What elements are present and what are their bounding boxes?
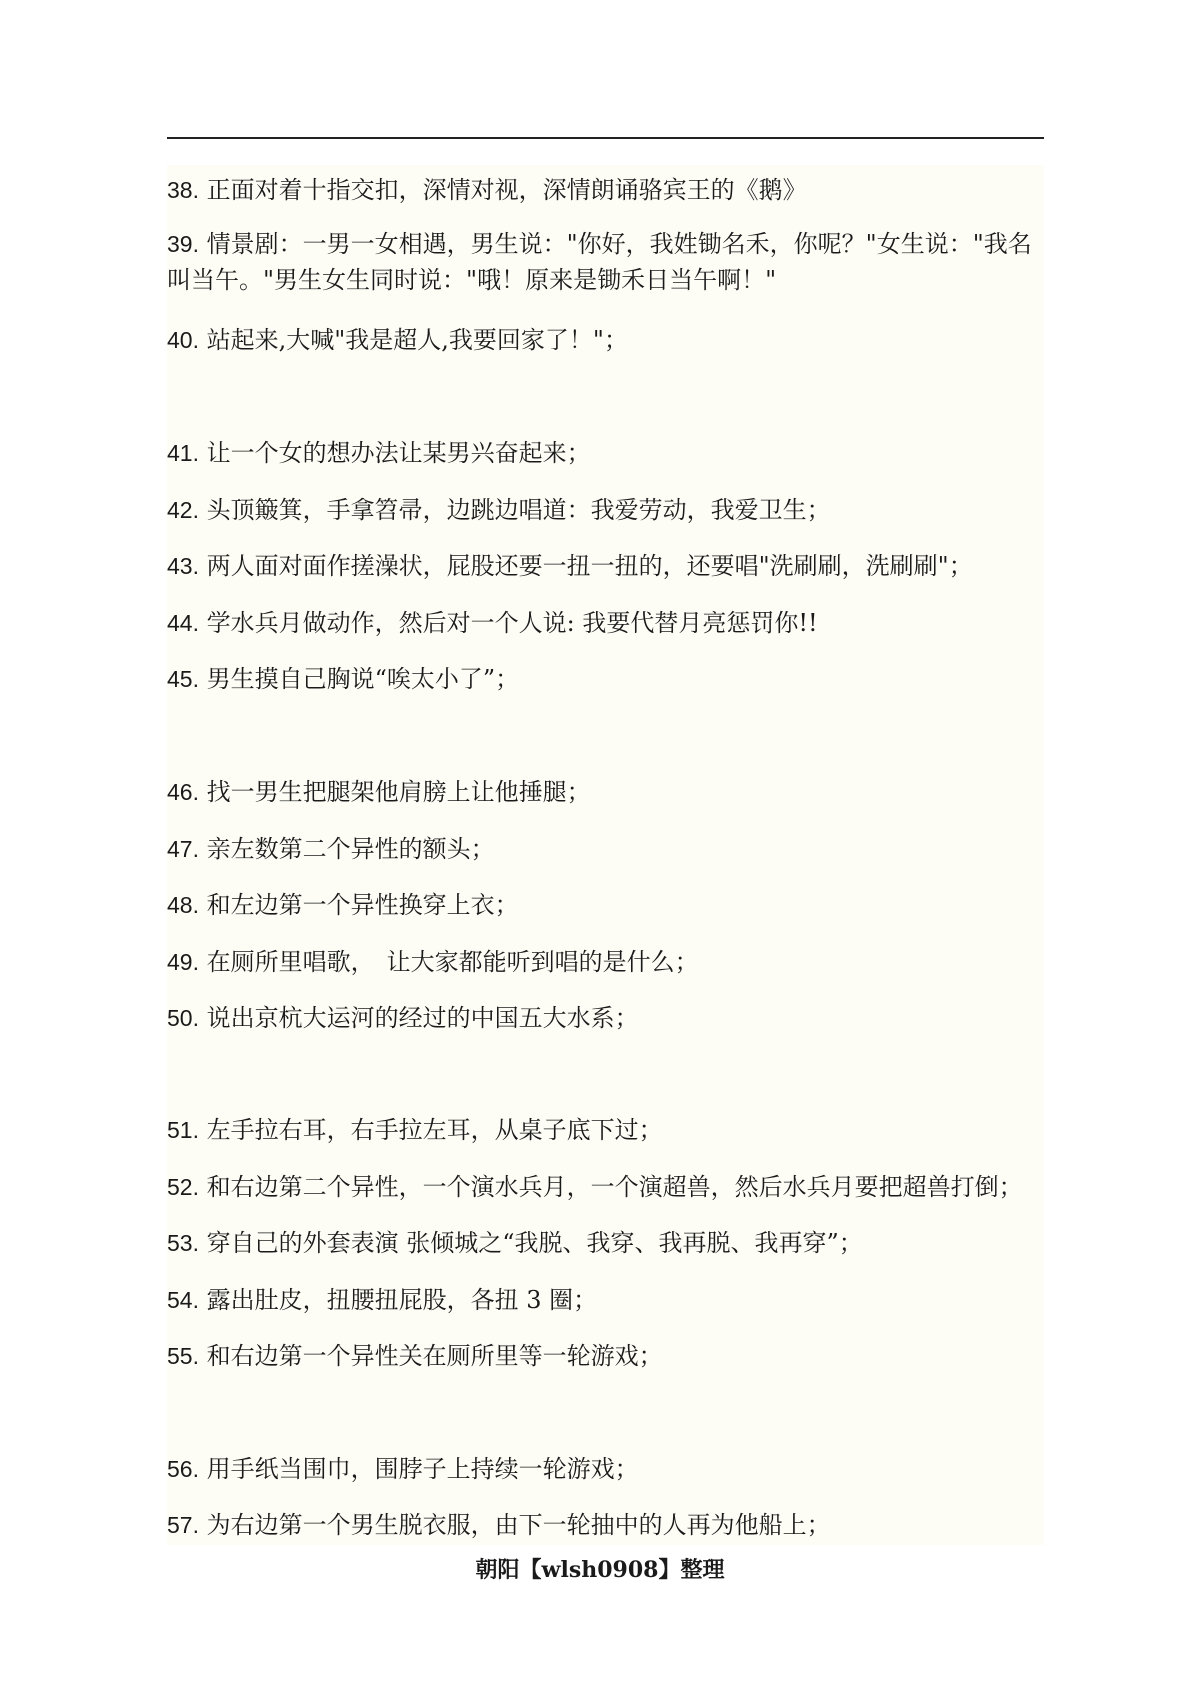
list-item bbox=[167, 661, 1044, 697]
item-number: 44. bbox=[167, 610, 199, 636]
list-item bbox=[167, 1169, 1044, 1205]
item-number: 51. bbox=[167, 1117, 199, 1143]
item-number: 40. bbox=[167, 327, 199, 353]
item-text: 用手纸当围巾，围脖子上持续一轮游戏； bbox=[206, 1455, 639, 1483]
item-text: 两人面对面作搓澡状，屁股还要一扭一扭的，还要唱"洗刷刷，洗刷刷"； bbox=[206, 552, 973, 580]
item-text: 正面对着十指交扣，深情对视，深情朗诵骆宾王的《鹅》 bbox=[206, 176, 807, 204]
list-item bbox=[167, 1000, 1044, 1036]
item-text: 找一男生把腿架他肩膀上让他捶腿； bbox=[206, 778, 591, 806]
item-number: 45. bbox=[167, 666, 199, 692]
list-item bbox=[167, 1451, 1044, 1487]
item-number: 43. bbox=[167, 553, 199, 579]
item-text: 情景剧：一男一女相遇，男生说："你好，我姓锄名禾，你呢？"女生说："我名叫当午。"男生女生同时说："哦！原来是锄禾日当午啊！" bbox=[167, 230, 1032, 294]
item-number: 57. bbox=[167, 1512, 199, 1538]
item-number: 55. bbox=[167, 1343, 199, 1369]
header-rule bbox=[167, 137, 1044, 139]
item-text: 站起来,大喊"我是超人,我要回家了！"； bbox=[206, 326, 628, 354]
list-item bbox=[167, 944, 1044, 980]
list-item bbox=[167, 1338, 1044, 1374]
item-number: 42. bbox=[167, 497, 199, 523]
list-item bbox=[167, 1225, 1044, 1261]
item-text: 和左边第一个异性换穿上衣； bbox=[206, 891, 519, 919]
item-text: 学水兵月做动作，然后对一个人说: 我要代替月亮惩罚你!! bbox=[206, 609, 818, 637]
item-text: 为右边第一个男生脱衣服，由下一轮抽中的人再为他船上； bbox=[206, 1511, 831, 1539]
item-text: 男生摸自己胸说“唉太小了”； bbox=[206, 665, 520, 693]
list-item bbox=[167, 605, 1044, 641]
item-number: 56. bbox=[167, 1456, 199, 1482]
item-text: 让一个女的想办法让某男兴奋起来； bbox=[206, 439, 591, 467]
item-number: 48. bbox=[167, 892, 199, 918]
footer-credit: 朝阳【wlsh0908】整理 bbox=[475, 1557, 725, 1583]
item-text: 左手拉右耳，右手拉左耳，从桌子底下过； bbox=[206, 1116, 663, 1144]
item-text: 和右边第一个异性关在厕所里等一轮游戏； bbox=[206, 1342, 663, 1370]
item-text: 说出京杭大运河的经过的中国五大水系； bbox=[206, 1004, 639, 1032]
item-number: 52. bbox=[167, 1174, 199, 1200]
list-item bbox=[167, 492, 1044, 528]
item-number: 54. bbox=[167, 1287, 199, 1313]
list-item bbox=[167, 774, 1044, 810]
list-item bbox=[167, 1112, 1044, 1148]
item-number: 38. bbox=[167, 177, 199, 203]
item-number: 47. bbox=[167, 836, 199, 862]
item-number: 50. bbox=[167, 1005, 199, 1031]
item-text: 头顶簸箕，手拿笤帚，边跳边唱道：我爱劳动，我爱卫生； bbox=[206, 496, 831, 524]
list-item bbox=[167, 226, 1044, 298]
list-item bbox=[167, 322, 1044, 358]
list-item bbox=[167, 435, 1044, 471]
item-number: 41. bbox=[167, 440, 199, 466]
item-text: 在厕所里唱歌， 让大家都能听到唱的是什么； bbox=[206, 948, 699, 976]
item-text: 亲左数第二个异性的额头； bbox=[206, 835, 495, 863]
item-text: 和右边第二个异性，一个演水兵月，一个演超兽，然后水兵月要把超兽打倒； bbox=[206, 1173, 1023, 1201]
item-number: 39. bbox=[167, 231, 199, 257]
item-number: 49. bbox=[167, 949, 199, 975]
list-item bbox=[167, 831, 1044, 867]
list-item bbox=[167, 1282, 1044, 1318]
list-item bbox=[167, 1507, 1044, 1543]
list-item bbox=[167, 887, 1044, 923]
list-item bbox=[167, 548, 1044, 584]
item-text: 穿自己的外套表演 张倾城之“我脱、我穿、我再脱、我再穿”； bbox=[206, 1229, 863, 1257]
list-item bbox=[167, 172, 1044, 208]
item-number: 46. bbox=[167, 779, 199, 805]
item-number: 53. bbox=[167, 1230, 199, 1256]
item-text: 露出肚皮，扭腰扭屁股，各扭 3 圈； bbox=[206, 1286, 598, 1314]
